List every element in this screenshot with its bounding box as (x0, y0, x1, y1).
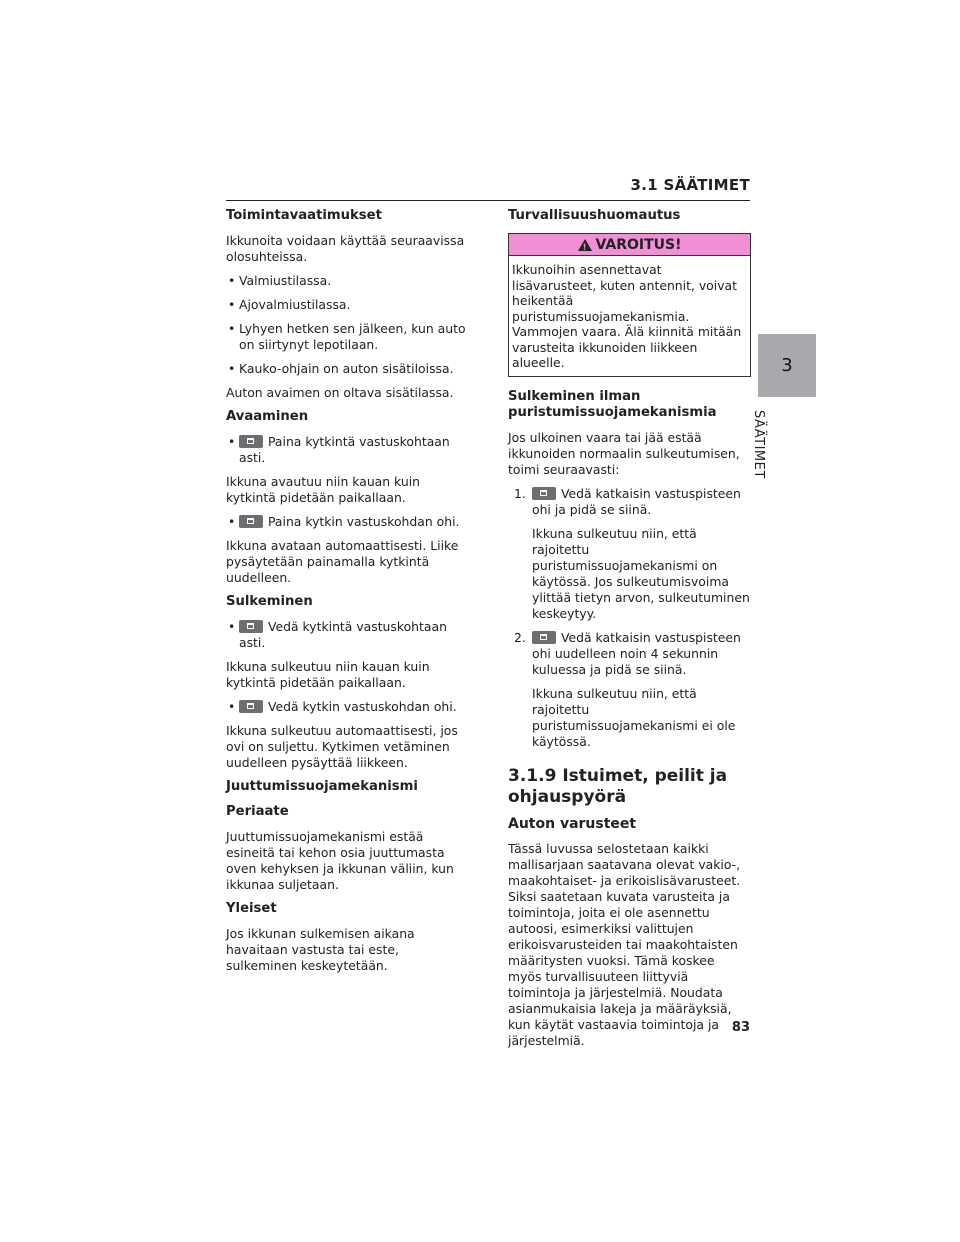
warning-header: ! VAROITUS! (509, 234, 750, 256)
list-item: • Paina kytkin vastuskohdan ohi. (226, 514, 466, 530)
heading-auton-varusteet: Auton varusteet (508, 815, 637, 832)
list-item: • Paina kytkintä vastuskohtaan asti. (226, 434, 466, 466)
chapter-side-label: SÄÄTIMET (751, 410, 766, 479)
paragraph: Jos ulkoinen vaara tai jää estää ikkunoiden normaalin sulkeutumisen, toimi seuraavasti: (508, 429, 740, 477)
window-switch-icon (532, 631, 556, 644)
window-switch-icon (532, 487, 556, 500)
heading-avaaminen: Avaaminen (226, 409, 309, 424)
window-switch-icon (239, 435, 263, 448)
heading-sulkeminen: Sulkeminen (226, 594, 313, 609)
heading-turvallisuushuomautus: Turvallisuushuomautus (508, 208, 681, 223)
section-header: 3.1 SÄÄTIMET (226, 176, 750, 201)
heading-yleiset: Yleiset (226, 901, 277, 916)
paragraph: Ikkunoita voidaan käyttää seuraavissa olosuhteissa. (226, 233, 465, 264)
paragraph: Tässä luvussa selostetaan kaikki mallisarjaan saatavana olevat vakio-, maakohtaiset- ja erikoislisävarusteet. Siksi saatetaan kuvata varusteita ja toimintoja, joita ei ole asennettu autoosi, esimerkiksi valittujen erikoisvarusteiden tai maakohtaisten määritysten vuoksi. Tämä koskee myös turvallisuuteen liittyviä toimintoja ja järjestelmiä. Noudata asianmukaisia lakeja ja määräyksiä, kun käytät vastaavia toimintoja ja järjestelmiä. (508, 840, 741, 1048)
list-item: • Ajovalmiustilassa. (226, 297, 466, 313)
step-2-result: Ikkuna sulkeutuu niin, että rajoitettu puristumissuojamekanismi ei ole käytössä. (532, 685, 736, 749)
window-switch-icon (239, 700, 263, 713)
paragraph: Auton avaimen on oltava sisätilassa. (226, 385, 454, 400)
left-column (226, 208, 466, 982)
warning-box (508, 233, 751, 377)
list-item: • Lyhyen hetken sen jälkeen, kun auto on siirtynyt lepotilaan. (226, 321, 466, 353)
heading-sulkeminen-ilman: Sulkeminen ilman puristumissuojamekanismia (508, 388, 717, 420)
list-item: • Vedä kytkintä vastuskohtaan asti. (226, 619, 466, 651)
warning-text: Ikkunoihin asennettavat lisävarusteet, kuten antennit, voivat heikentää puristumissuojamekanismia. Vammojen vaara. Älä kiinnitä mitään varusteita ikkunoiden liikkeen alueelle. (512, 262, 742, 370)
page-number: 83 (731, 1020, 750, 1035)
section-heading: 3.1.9 Istuimet, peilit ja ohjauspyörä (508, 765, 728, 807)
paragraph: Ikkuna avautuu niin kauan kuin kytkintä pidetään paikallaan. (226, 474, 420, 505)
paragraph: Ikkuna sulkeutuu automaattisesti, jos ovi on suljettu. Kytkimen vetäminen uudelleen pysäyttää liikkeen. (226, 723, 458, 770)
heading-periaate: Periaate (226, 804, 289, 819)
paragraph: Jos ikkunan sulkemisen aikana havaitaan vastusta tai este, sulkeminen keskeytetään. (226, 926, 415, 973)
paragraph: Ikkuna avataan automaattisesti. Liike pysäytetään painamalla kytkintä uudelleen. (226, 538, 459, 585)
step-2: 2. Vedä katkaisin vastuspisteen ohi uudelleen noin 4 sekunnin kuluessa ja pidä se siinä. (514, 629, 741, 677)
step-1: 1. Vedä katkaisin vastuspisteen ohi ja pidä se siinä. (514, 485, 741, 517)
right-column (508, 208, 751, 1057)
list-item: • Kauko-ohjain on auton sisätiloissa. (226, 361, 466, 377)
paragraph: Juuttumissuojamekanismi estää esineitä tai kehon osia juuttumasta oven kehyksen ja ikkunan väliin, kun ikkunaa suljetaan. (226, 829, 454, 892)
heading-juuttumissuojamekanismi: Juuttumissuojamekanismi (226, 779, 418, 794)
window-switch-icon (239, 620, 263, 633)
window-switch-icon (239, 515, 263, 528)
paragraph: Ikkuna sulkeutuu niin kauan kuin kytkintä pidetään paikallaan. (226, 659, 430, 690)
warning-triangle-icon (578, 239, 592, 251)
list-item: • Vedä kytkin vastuskohdan ohi. (226, 699, 466, 715)
heading-toimintavaatimukset: Toimintavaatimukset (226, 208, 382, 223)
chapter-tab: 3 (758, 334, 816, 397)
step-1-result: Ikkuna sulkeutuu niin, että rajoitettu puristumissuojamekanismi on käytössä. Jos sulkeutumisvoima ylittää tietyn arvon, sulkeutuminen keskeytyy. (532, 525, 750, 621)
list-item: • Valmiustilassa. (226, 273, 466, 289)
